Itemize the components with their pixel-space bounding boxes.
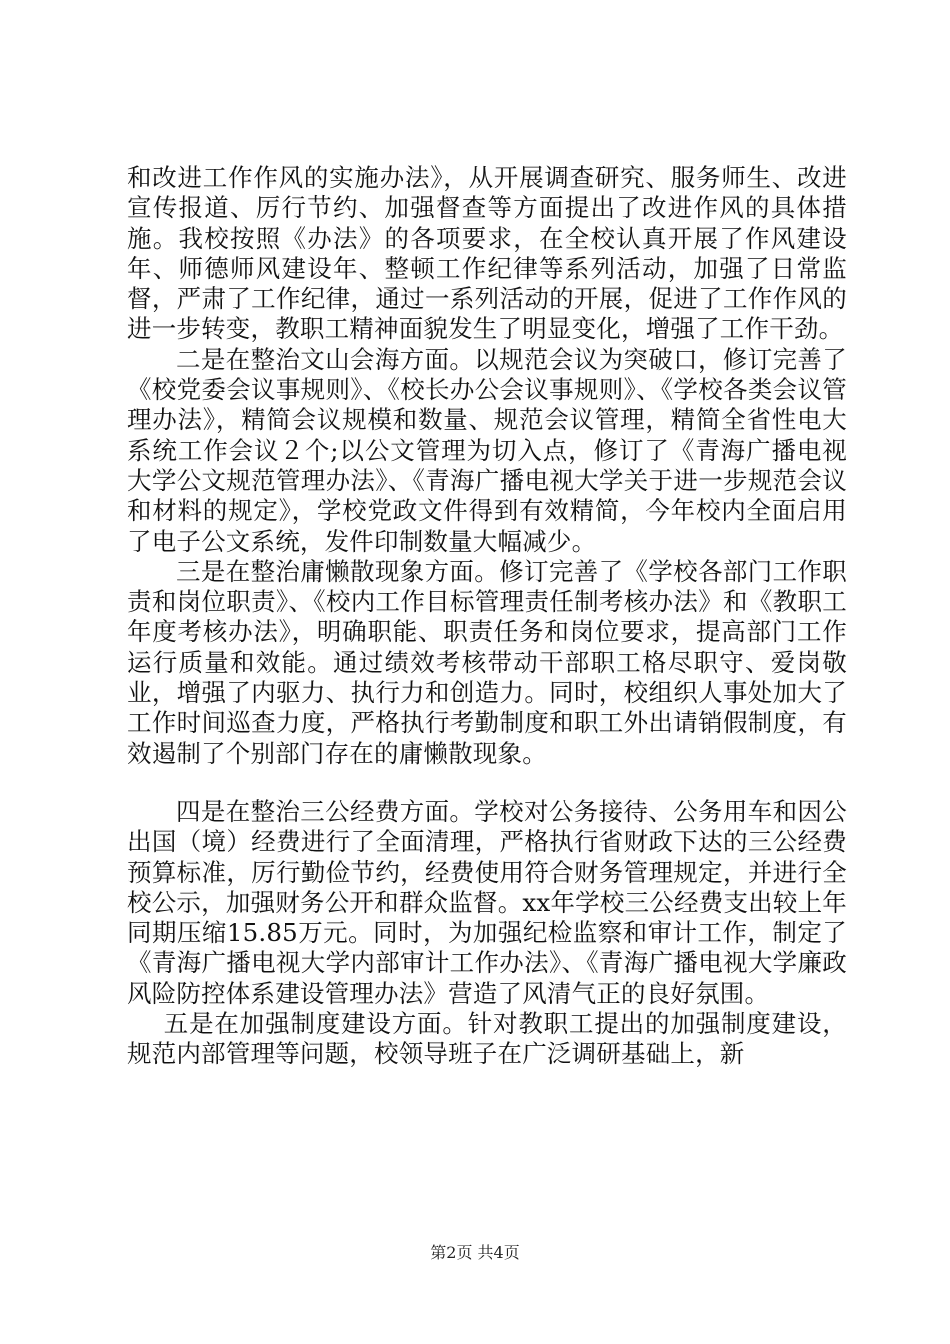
paragraph-2: 二是在整治文山会海方面。以规范会议为突破口，修订完善了《校党委会议事规则》、《校长办公会议事规则》、《学校各类会议管理办法》，精简会议规模和数量、规范会议管理，精简全省性电大系统工作会议２个;以公文管理为切入点，修订了《青海广播电视大学公文规范管理办法》、《青海广播电视大学关于进一步规范会议和材料的规定》，学校党政文件得到有效精简，今年校内全面启用了电子公文系统，发件印制数量大幅减少。 — [127, 344, 847, 556]
paragraph-3: 三是在整治庸懒散现象方面。修订完善了《学校各部门工作职责和岗位职责》、《校内工作目标管理责任制考核办法》和《教职工年度考核办法》，明确职能、职责任务和岗位要求，提高部门工作运行质量和效能。通过绩效考核带动干部职工格尽职守、爱岗敬业，增强了内驱力、执行力和创造力。同时，校组织人事处加大了工作时间巡查力度，严格执行考勤制度和职工外出请销假制度，有效遏制了个别部门存在的庸懒散现象。 — [127, 556, 847, 768]
document-body — [127, 163, 847, 1070]
paragraph-1: 和改进工作作风的实施办法》，从开展调查研究、服务师生、改进宣传报道、厉行节约、加强督查等方面提出了改进作风的具体措施。我校按照《办法》的各项要求，在全校认真开展了作风建设年、师德师风建设年、整顿工作纪律等系列活动，加强了日常监督，严肃了工作纪律，通过一系列活动的开展，促进了工作作风的进一步转变，教职工精神面貌发生了明显变化，增强了工作干劲。 — [127, 163, 847, 344]
paragraph-4: 四是在整治三公经费方面。学校对公务接待、公务用车和因公出国（境）经费进行了全面清理，严格执行省财政下达的三公经费预算标准，厉行勤俭节约，经费使用符合财务管理规定，并进行全校公示，加强财务公开和群众监督。xx年学校三公经费支出较上年同期压缩15.85万元。同时，为加强纪检监察和审计工作，制定了《青海广播电视大学内部审计工作办法》、《青海广播电视大学廉政风险防控体系建设管理办法》营造了风清气正的良好氛围。 — [127, 796, 847, 1008]
paragraph-5: 五是在加强制度建设方面。针对教职工提出的加强制度建设，规范内部管理等问题，校领导班子在广泛调研基础上，新 — [127, 1009, 847, 1069]
page-footer: 第2页 共4页 — [430, 1243, 520, 1262]
